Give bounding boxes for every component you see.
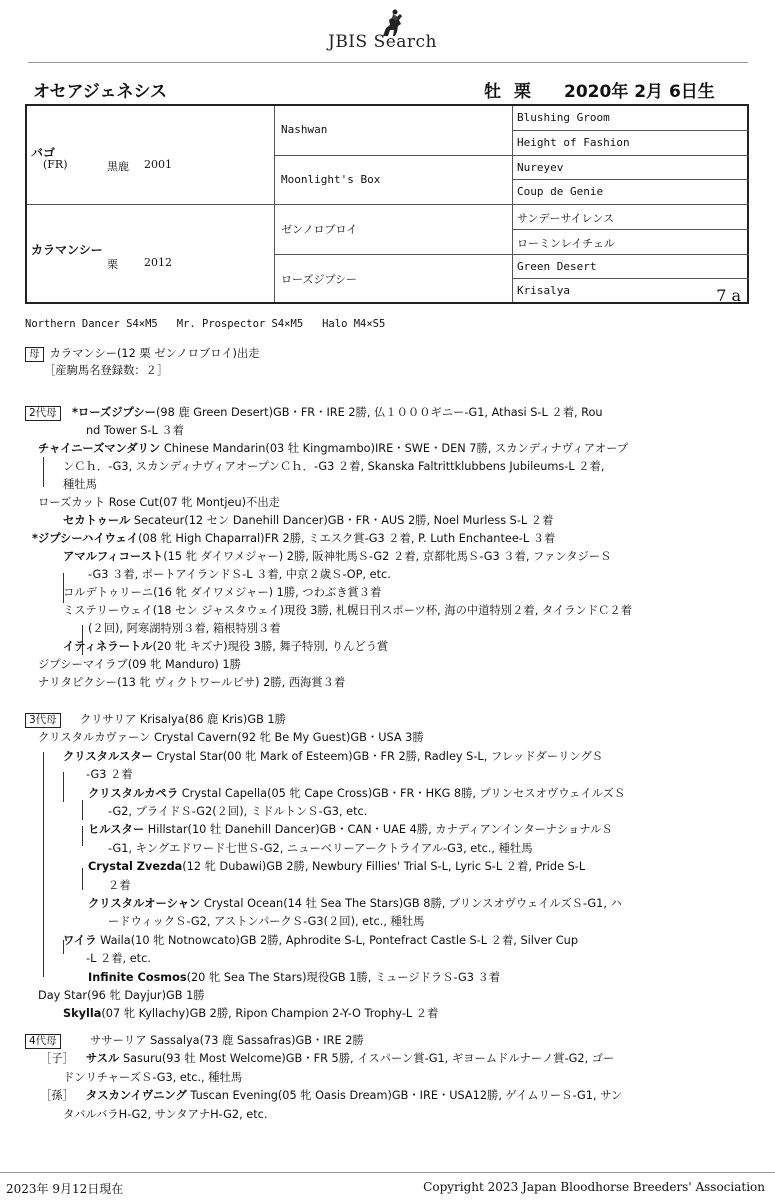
tree-line [82,826,83,846]
gen2-cell[interactable] [275,156,513,206]
section-tag-label: 4代母 [25,1034,61,1049]
notable-horse-name[interactable]: タスカンイヴニング [85,1089,187,1103]
footer-divider [0,1172,775,1173]
horse-record: クリサリア Krisalya(86 鹿 Kris)GB 1勝 [80,713,286,726]
gen3-name: Nureyev [517,160,564,174]
horse-record: Hillstar(10 牡 Danehill Dancer)GB・CAN・UAE 4勝, カナディアンインターナショナルＳ [144,823,613,837]
horse-record: ナリタピクシー(13 牝 ヴィクトワールピサ) 2勝, 西海賞３着 [38,676,346,689]
gen3-cell[interactable] [513,255,749,280]
horse-record: -L ２着, etc. [86,952,151,966]
gen3-cell[interactable] [513,106,749,131]
dam-section-line [25,346,260,362]
horse-record: (08 牝 High Chaparral)FR 2勝, ミエスク賞-G3 ２着, P. Luth Enchantee-L ３着 [138,532,556,545]
family-line [108,878,131,893]
section-tag-label: 3代母 [25,713,61,728]
family-line [40,1088,622,1103]
horse-record: Day Star(96 牝 Dayjur)GB 1勝 [38,989,205,1002]
pedigree-table [25,104,749,304]
horse-record: (20 牝 キズナ)現役 3勝, 舞子特別, りんどう賞 [152,640,389,653]
relation-label: ［孫］ [40,1089,74,1103]
tree-line [43,457,44,487]
dam-summary: カラマンシー(12 栗 ゼンノロブロイ)出走 [49,347,260,360]
family-line [63,749,603,764]
notable-horse-name[interactable]: Infinite Cosmos [88,970,187,984]
dam-name: カラマンシー [31,243,103,257]
notable-horse-name[interactable]: *ローズジプシー [72,406,156,419]
logo-text: JBIS Search [328,32,438,52]
notable-horse-name[interactable]: クリスタルオーシャン [88,897,201,910]
dam-progeny-count: ［産駒馬名登録数：２］ [44,364,169,377]
horse-record: ードウィックＳ-G2, アストンパークＳ-G3(２回), etc., 種牡馬 [108,915,425,929]
notable-horse-name[interactable]: ワイラ [63,933,97,947]
section-tag-label: 2代母 [25,406,61,421]
family-line [90,1033,364,1048]
family-line [88,621,281,636]
family-line [88,896,622,911]
inbreeding-info: Northern Dancer S4×M5 Mr. Prospector S4×M5 Halo M4×S5 [25,318,386,330]
family-line [86,951,151,966]
family-line [86,423,184,438]
gen3-name: Height of Fashion [517,135,630,149]
family-line [88,786,625,801]
gen2-name: Nashwan [281,123,328,136]
section-tag [25,405,67,421]
horse-record: (20 牝 Sea The Stars)現役GB 1勝, ミュージドラＳ-G3 ３着 [186,970,501,984]
notable-horse-name[interactable]: アマルフィコースト [63,550,164,563]
sire-year: 2001 [144,158,172,171]
notable-horse-name[interactable]: サスル [85,1052,120,1066]
family-line [63,1070,242,1085]
family-line [108,804,367,819]
family-line [86,767,133,782]
gen2-name: ゼンノロブロイ [281,223,358,236]
gen3-cell[interactable] [513,279,749,302]
notable-horse-name[interactable]: チャイニーズマンダリン [38,442,161,455]
birth-date: 2020年 2月 6日生 [564,82,715,102]
horse-record: ローズカット Rose Cut(07 牝 Montjeu)不出走 [38,496,280,509]
notable-horse-name[interactable]: クリスタルスター [63,749,153,763]
family-line [38,988,205,1003]
family-line [38,730,424,745]
family-line [63,549,611,564]
dam-cell[interactable] [27,205,275,302]
horse-record: nd Tower S-L ３着 [86,424,184,437]
tree-line [43,752,44,977]
header-divider [28,62,748,63]
family-line [63,933,578,948]
family-line [63,603,632,618]
gen2-cell[interactable] [275,106,513,156]
family-line [88,859,585,874]
family-line [63,639,388,654]
family-line [32,531,555,546]
family-line [72,405,603,420]
horse-record: タバルバラH-G2, サンタアナH-G2, etc. [63,1107,268,1121]
horse-sex: 牡 [484,82,501,102]
gen2-name: Moonlight's Box [281,172,381,186]
dam-year: 2012 [144,256,172,269]
horse-record: ンＣｈ．-G3, スカンディナヴィアオープンＣｈ．-G3 ２着, Skanska Faltrittklubbens Jubileums-L ２着, [63,460,605,473]
copyright: Copyright 2023 Japan Bloodhorse Breeders' Association [423,1180,765,1194]
dam-tag: 母 [25,347,44,362]
family-line [63,513,553,528]
horse-record: Secateur(12 セン Danehill Dancer)GB・FR・AUS 2勝, Noel Murless S-L ２着 [130,514,554,527]
as-of-date: 2023年 9月12日現在 [6,1182,124,1196]
horse-record: (98 鹿 Green Desert)GB・FR・IRE 2勝, 仏１０００ギニー-G1, Athasi S-L ２着, Rou [155,406,603,419]
horse-record: ドンリチャーズＳ-G3, etc., 種牡馬 [63,1070,243,1084]
horse-record: 種牡馬 [63,478,97,491]
family-line [88,567,391,582]
horse-record: Chinese Mandarin(03 牡 Kingmambo)IRE・SWE・DEN 7勝, スカンディナヴィアオープ [160,442,629,455]
horse-color: 栗 [514,82,531,102]
family-line [38,495,280,510]
horse-record: (12 牝 Dubawi)GB 2勝, Newbury Fillies' Trial S-L, Lyric S-L ２着, Pride S-L [182,860,586,874]
family-line [38,441,628,456]
gen2-cell[interactable] [275,205,513,255]
family-line [40,1051,614,1066]
sire-color: 黒鹿 [107,160,129,173]
horse-record: クリスタルカヴァーン Crystal Cavern(92 牝 Be My Guest)GB・USA 3勝 [38,731,424,745]
tree-line [63,772,64,802]
section-tag [25,1033,67,1049]
family-line [63,585,381,600]
notable-horse-name[interactable]: Crystal Zvezda [88,860,183,874]
notable-horse-name[interactable]: *ジプシーハイウェイ [32,532,139,545]
horse-record: (07 牝 Kyllachy)GB 2勝, Ripon Champion 2-Y-O Trophy-L ２着 [101,1007,439,1021]
horse-record: ジプシーマイラブ(09 牝 Manduro) 1勝 [38,658,241,671]
gen3-cell[interactable] [513,180,749,205]
family-line [88,822,613,837]
gen3-name: Green Desert [517,259,597,273]
horse-record: コルデトゥリーニ(16 牝 ダイワメジャー) 1勝, つわぶき賞３着 [63,586,382,599]
family-line [63,459,604,474]
gen2-name: ローズジプシー [281,272,358,286]
family-line [63,1006,438,1021]
gen2-cell[interactable] [275,255,513,303]
relation-label: ［子］ [40,1052,74,1066]
gen3-cell[interactable] [513,156,749,181]
family-line [80,712,286,727]
sire-origin: (FR) [43,158,68,171]
section-tag [25,712,67,728]
gen3-cell[interactable] [513,205,749,230]
sire-cell[interactable] [27,106,275,205]
notable-horse-name[interactable]: イティネラートル [63,640,153,653]
family-number: 7 a [716,286,741,305]
family-line [108,841,533,856]
notable-horse-name[interactable]: セカトゥール [63,514,131,527]
horse-record: -G3 ２着 [86,768,133,782]
horse-record: ササーリア Sassalya(73 鹿 Sassafras)GB・IRE 2勝 [90,1034,364,1047]
gen3-name: Krisalya [517,284,570,298]
horse-record: -G2, プライドＳ-G2(２回), ミドルトンＳ-G3, etc. [108,805,368,818]
family-line [38,675,345,690]
tree-line [82,868,83,890]
horse-record: Crystal Ocean(14 牡 Sea The Stars)GB 8勝, プリンスオヴウェイルズＳ-G1, ハ [200,897,622,910]
horse-record: Tuscan Evening(05 牝 Oasis Dream)GB・IRE・USA12勝, ゲイムリーＳ-G1, サン [186,1089,623,1103]
dam-color: 栗 [107,258,118,271]
family-line [63,477,97,492]
family-line [63,1107,267,1122]
horse-record: Sasuru(93 牡 Most Welcome)GB・FR 5勝, イスパーン賞-G1, ギヨームドルナーノ賞-G2, ゴー [119,1052,615,1066]
notable-horse-name[interactable]: Skylla [63,1007,102,1021]
horse-record: (15 牝 ダイワメジャー) 2勝, 阪神牝馬Ｓ-G2 ２着, 京都牝馬Ｓ-G3 ３着, ファンタジーＳ [163,550,612,563]
horse-record: -G1, キングエドワード七世Ｓ-G2, ニューベリーアークトライアル-G3, etc., 種牡馬 [108,841,533,855]
horse-record: Crystal Capella(05 牝 Cape Cross)GB・FR・HKG 8勝, プリンセスオヴウェイルズＳ [178,786,626,800]
horse-record: ２着 [108,878,131,892]
family-line [88,970,500,985]
horse-record: Crystal Star(00 牝 Mark of Esteem)GB・FR 2勝, Radley S-L, フレッドダーリングＳ [152,749,604,763]
gen3-name: Blushing Groom [517,111,610,124]
horse-record: Waila(10 牝 Notnowcato)GB 2勝, Aphrodite S-L, Pontefract Castle S-L ２着, Silver Cup [96,933,578,947]
notable-horse-name[interactable]: クリスタルカペラ [88,786,179,800]
family-line [38,657,241,672]
gen3-name: Coup de Genie [517,185,604,199]
horse-record: (２回), 阿寒湖特別３着, 箱根特別３着 [88,622,281,635]
gen3-cell[interactable] [513,131,749,156]
gen3-name: ローミンレイチェル [517,236,615,250]
gen3-name: サンデーサイレンス [517,212,615,225]
sire-name: バゴ [31,146,56,160]
family-line [108,914,424,929]
horse-record: ミステリーウェイ(18 セン ジャスタウェイ)現役 3勝, 札幌日刊スポーツ杯, 海の中道特別２着, タイランドＣ２着 [63,604,633,617]
notable-horse-name[interactable]: ヒルスター [88,823,145,837]
tree-line [82,800,83,820]
gen3-cell[interactable] [513,230,749,255]
horse-name: オセアジェネシス [33,82,167,102]
jbis-logo[interactable] [328,6,458,56]
horse-record: -G3 ３着, ポートアイランドＳ-L ３着, 中京２歳Ｓ-OP, etc. [88,568,391,581]
